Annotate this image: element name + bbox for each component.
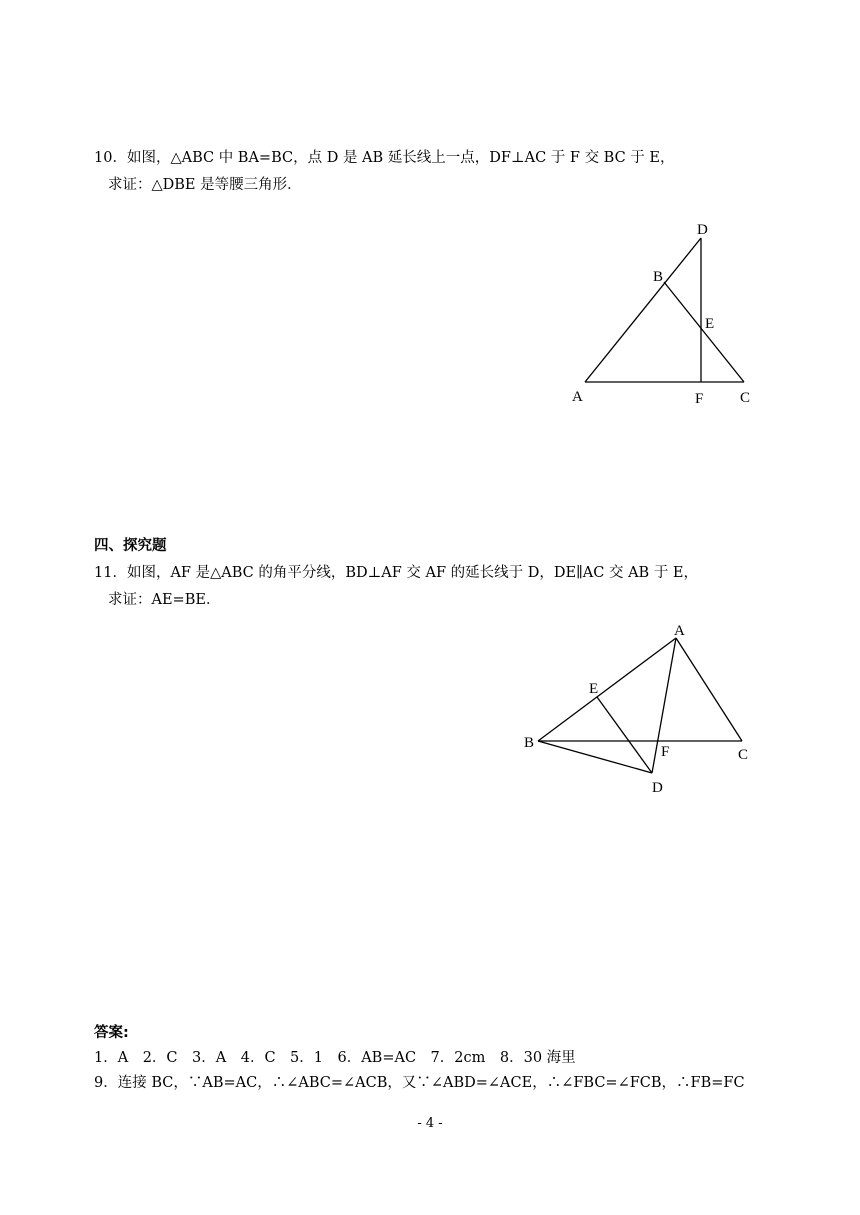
answers-line1: 1．A 2．C 3．A 4．C 5．1 6．AB=AC 7．2cm 8．30 海里 xyxy=(94,1050,576,1066)
q10-text-line2: 求证：△DBE 是等腰三角形． xyxy=(108,177,302,193)
segment-ab xyxy=(538,638,676,741)
segment-ac xyxy=(676,638,742,741)
label-d: D xyxy=(652,780,663,796)
label-a: A xyxy=(674,623,685,639)
q11-text-line1: 11．如图，AF 是△ABC 的角平分线，BD⊥AF 交 AF 的延长线于 D，DE∥AC 交 AB 于 E， xyxy=(94,565,699,581)
label-a: A xyxy=(572,389,583,405)
answers-line2: 9．连接 BC，∵AB=AC，∴∠ABC=∠ACB，又∵∠ABD=∠ACE，∴∠FBC=∠FCB，∴FB=FC xyxy=(94,1075,745,1091)
label-c: C xyxy=(740,390,751,406)
label-e: E xyxy=(589,681,599,697)
q11-text-line2: 求证：AE=BE． xyxy=(108,592,221,608)
label-f: F xyxy=(695,391,704,407)
answers-title: 答案: xyxy=(94,1025,129,1041)
label-b: B xyxy=(524,735,535,751)
label-d: D xyxy=(697,222,708,238)
label-b: B xyxy=(653,269,664,285)
segment-bd xyxy=(538,741,652,773)
label-f: F xyxy=(661,744,670,760)
q10-text-line1: 10．如图，△ABC 中 BA=BC，点 D 是 AB 延长线上一点，DF⊥AC 于 F 交 BC 于 E， xyxy=(94,150,675,166)
page-number: - 4 - xyxy=(417,1116,443,1131)
segment-de xyxy=(597,697,652,773)
label-c: C xyxy=(738,747,749,763)
section-title: 四、探究题 xyxy=(94,538,167,554)
label-e: E xyxy=(705,316,715,332)
